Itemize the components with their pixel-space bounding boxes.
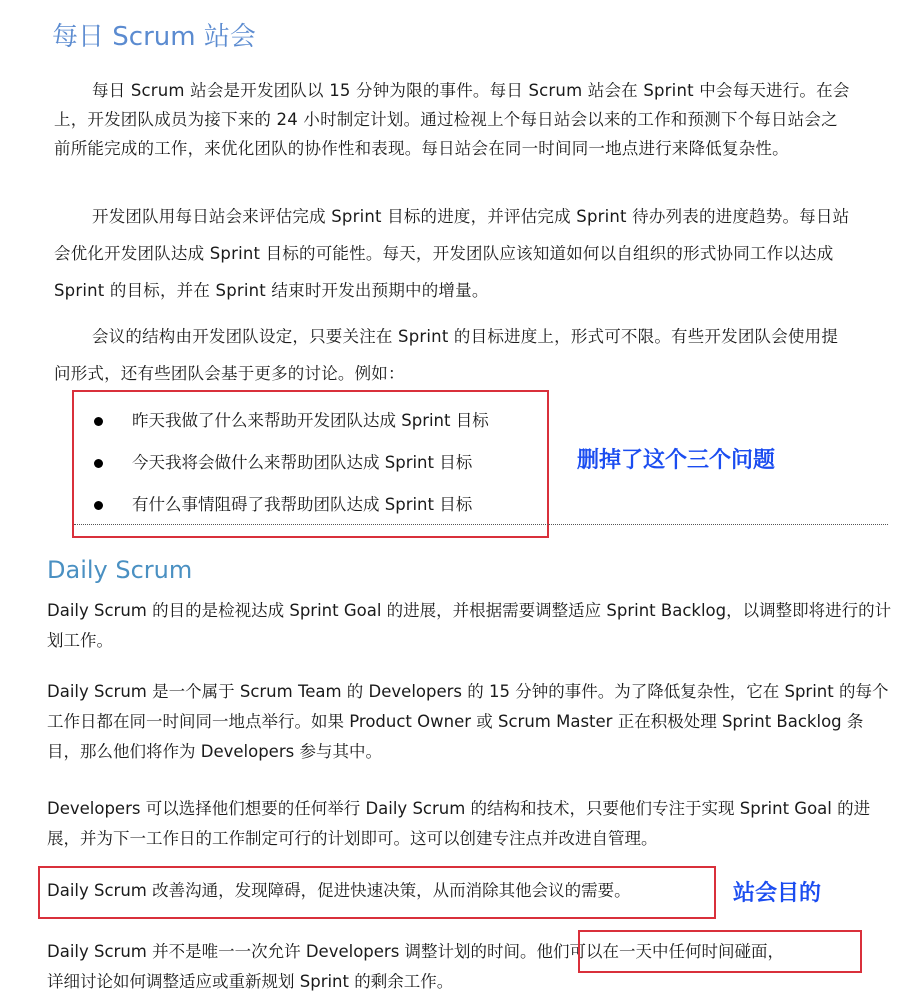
new-paragraph-purpose: Daily Scrum 改善沟通，发现障碍，促进快速决策，从而消除其他会议的需要。 bbox=[47, 881, 631, 900]
section-divider bbox=[74, 524, 888, 525]
last-paragraph-part2: 他们可以在一天中任何时间碰面， bbox=[536, 942, 785, 961]
question-text: 昨天我做了什么来帮助开发团队达成 Sprint 目标 bbox=[132, 411, 489, 430]
questions-highlight-box bbox=[72, 390, 549, 538]
purpose-annotation: 站会目的 bbox=[733, 881, 822, 906]
new-section-title: Daily Scrum bbox=[47, 556, 193, 584]
new-paragraph-3: Developers 可以选择他们想要的任何举行 Daily Scrum 的结构和技术，只要他们专注于实现 Sprint Goal 的进展，并为下一工作日的工作制定可行的计划即可。这可以创建专注点并改进自管理。 bbox=[47, 799, 871, 848]
anytime-highlight-box bbox=[578, 930, 862, 973]
new-paragraph-1: Daily Scrum 的目的是检视达成 Sprint Goal 的进展，并根据需要调整适应 Sprint Backlog，以调整即将进行的计划工作。 bbox=[47, 601, 892, 650]
last-paragraph-part1: Daily Scrum 并不是唯一一次允许 Developers 调整计划的时间。 bbox=[47, 942, 537, 961]
old-paragraph-3: 会议的结构由开发团队设定，只要关注在 Sprint 的目标进度上，形式可不限。有些开发团队会使用提问形式，还有些团队会基于更多的讨论。例如： bbox=[54, 327, 839, 383]
question-text: 有什么事情阻碍了我帮助团队达成 Sprint 目标 bbox=[132, 495, 473, 514]
removed-questions-annotation: 删掉了这个三个问题 bbox=[577, 448, 776, 473]
old-paragraph-2: 开发团队用每日站会来评估完成 Sprint 目标的进度，并评估完成 Sprint 待办列表的进度趋势。每日站会优化开发团队达成 Sprint 目标的可能性。每天，开发团队应该知道如何以自组织的形式协同工作以达成 Sprint 的目标，并在 Sprint 结束时开发出预期中的增量。 bbox=[54, 207, 850, 300]
question-text: 今天我将会做什么来帮助团队达成 Sprint 目标 bbox=[132, 453, 473, 472]
old-paragraph-1: 每日 Scrum 站会是开发团队以 15 分钟为限的事件。每日 Scrum 站会在 Sprint 中会每天进行。在会上，开发团队成员为接下来的 24 小时制定计划。通过检视上个每日站会以来的工作和预测下个每日站会之前所能完成的工作，来优化团队的协作性和表现。每日站会在同一时间同一地点进行来降低复杂性。 bbox=[54, 81, 850, 158]
last-paragraph-part3: 详细讨论如何调整适应或重新规划 Sprint 的剩余工作。 bbox=[47, 972, 454, 991]
old-section-title: 每日 Scrum 站会 bbox=[52, 22, 256, 52]
purpose-highlight-box bbox=[38, 866, 716, 919]
new-paragraph-2: Daily Scrum 是一个属于 Scrum Team 的 Developers 的 15 分钟的事件。为了降低复杂性，它在 Sprint 的每个工作日都在同一时间同一地点举行。如果 Product Owner 或 Scrum Master 正在积极处理 Sprint Backlog 条目，那么他们将作为 Developers 参与其中。 bbox=[47, 682, 889, 761]
